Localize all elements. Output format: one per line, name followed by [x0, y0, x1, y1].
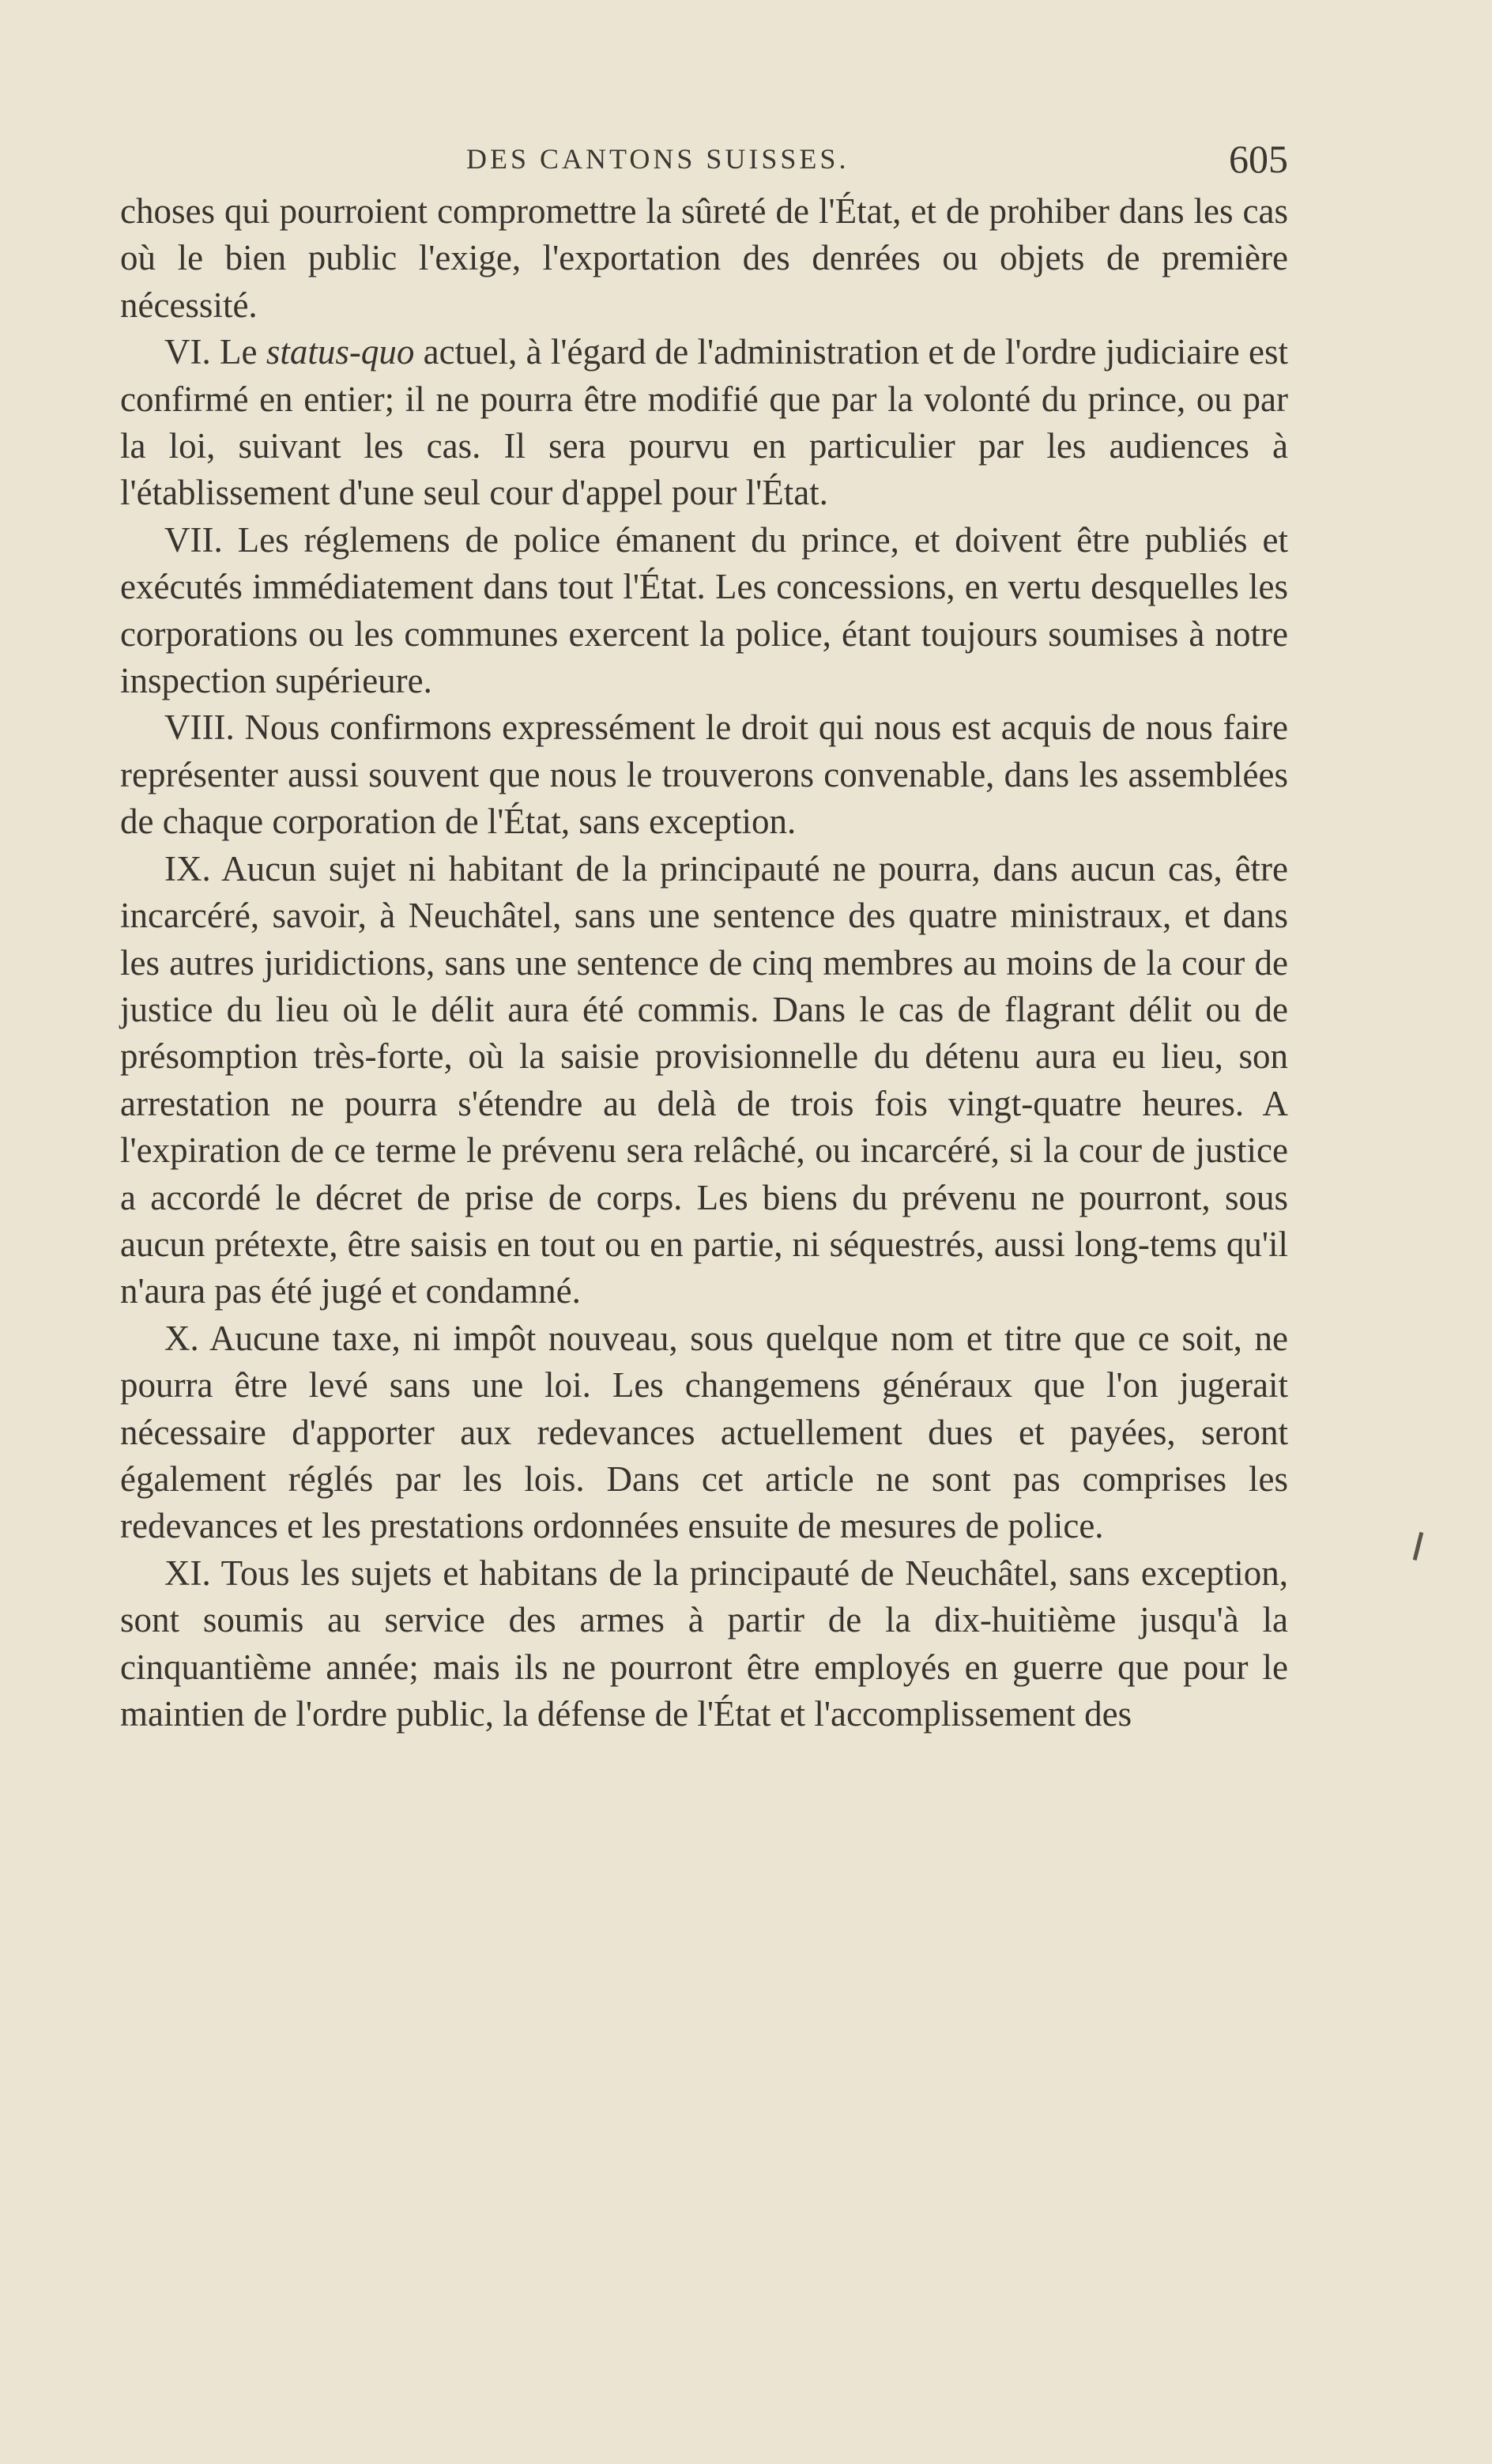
paragraph-article-xi: XI. Tous les sujets et habitans de la principauté de Neuchâtel, sans exception, sont soumis au service des armes à partir de la dix-huitième jusqu'à la cinquantième année; mais ils ne pourront être employés en guerre que pour le maintien de l'ordre public, la défense de l'État et l'accomplissement des: [120, 1553, 1288, 1734]
body-text: [120, 188, 1288, 1738]
article-vi-lead: Le: [220, 332, 258, 372]
article-vi-text: actuel, à l'égard de l'administration et de l'ordre judiciaire est confirmé en entier; il ne pourra être modifié que par la volonté du prince, ou par la loi, suivant les cas. Il sera pourvu en particulier par les audiences à l'établissement d'une seul cour d'appel pour l'État.: [120, 332, 1289, 513]
paragraph-article-x: X. Aucune taxe, ni impôt nouveau, sous quelque nom et titre que ce soit, ne pourra être levé sans une loi. Les changemens généraux que l'on jugerait nécessaire d'apporter aux redevances actuellement dues et payées, seront également réglés par les lois. Dans cet article ne sont pas comprises les redevances et les prestations ordonnées ensuite de mesures de police.: [120, 1318, 1288, 1546]
paragraph-article-vi: [120, 329, 1288, 517]
margin-pencil-mark: [1413, 1532, 1424, 1560]
paragraph-article-viii: VIII. Nous confirmons expressément le droit qui nous est acquis de nous faire représenter aussi souvent que nous le trouverons convenable, dans les assemblées de chaque corporation de l'État, sans exception.: [120, 708, 1288, 842]
running-title: DES CANTONS SUISSES.: [466, 143, 850, 175]
article-number: VI.: [164, 332, 211, 372]
paragraph-article-vii: VII. Les réglemens de police émanent du prince, et doivent être publiés et exécutés immédiatement dans tout l'État. Les concessions, en vertu desquelles les corporations ou les communes exercent la police, étant toujours soumises à notre inspection supérieure.: [120, 519, 1288, 701]
page-number: 605: [1229, 137, 1288, 181]
paragraph-article-ix: IX. Aucun sujet ni habitant de la principauté ne pourra, dans aucun cas, être incarcéré, savoir, à Neuchâtel, sans une sentence des quatre ministraux, et dans les autres juridictions, sans une sentence de cinq membres au moins de la cour de justice du lieu où le délit aura été commis. Dans le cas de flagrant délit ou de présomption très-forte, où la saisie provisionnelle du détenu aura eu lieu, son arrestation ne pourra s'étendre au delà de trois fois vingt-quatre heures. A l'expiration de ce terme le prévenu sera relâché, ou incarcéré, si la cour de justice a accordé le décret de prise de corps. Les biens du prévenu ne pourront, sous aucun prétexte, être saisis en tout ou en partie, ni séquestrés, aussi long-tems qu'il n'aura pas été jugé et condamné.: [120, 848, 1288, 1311]
page-header: [119, 136, 1288, 191]
italic-term: status-quo: [266, 332, 415, 372]
paragraph-continuation: choses qui pourroient compromettre la sûreté de l'État, et de prohiber dans les cas où le bien public l'exige, l'exportation des denrées ou objets de première nécessité.: [120, 191, 1288, 325]
